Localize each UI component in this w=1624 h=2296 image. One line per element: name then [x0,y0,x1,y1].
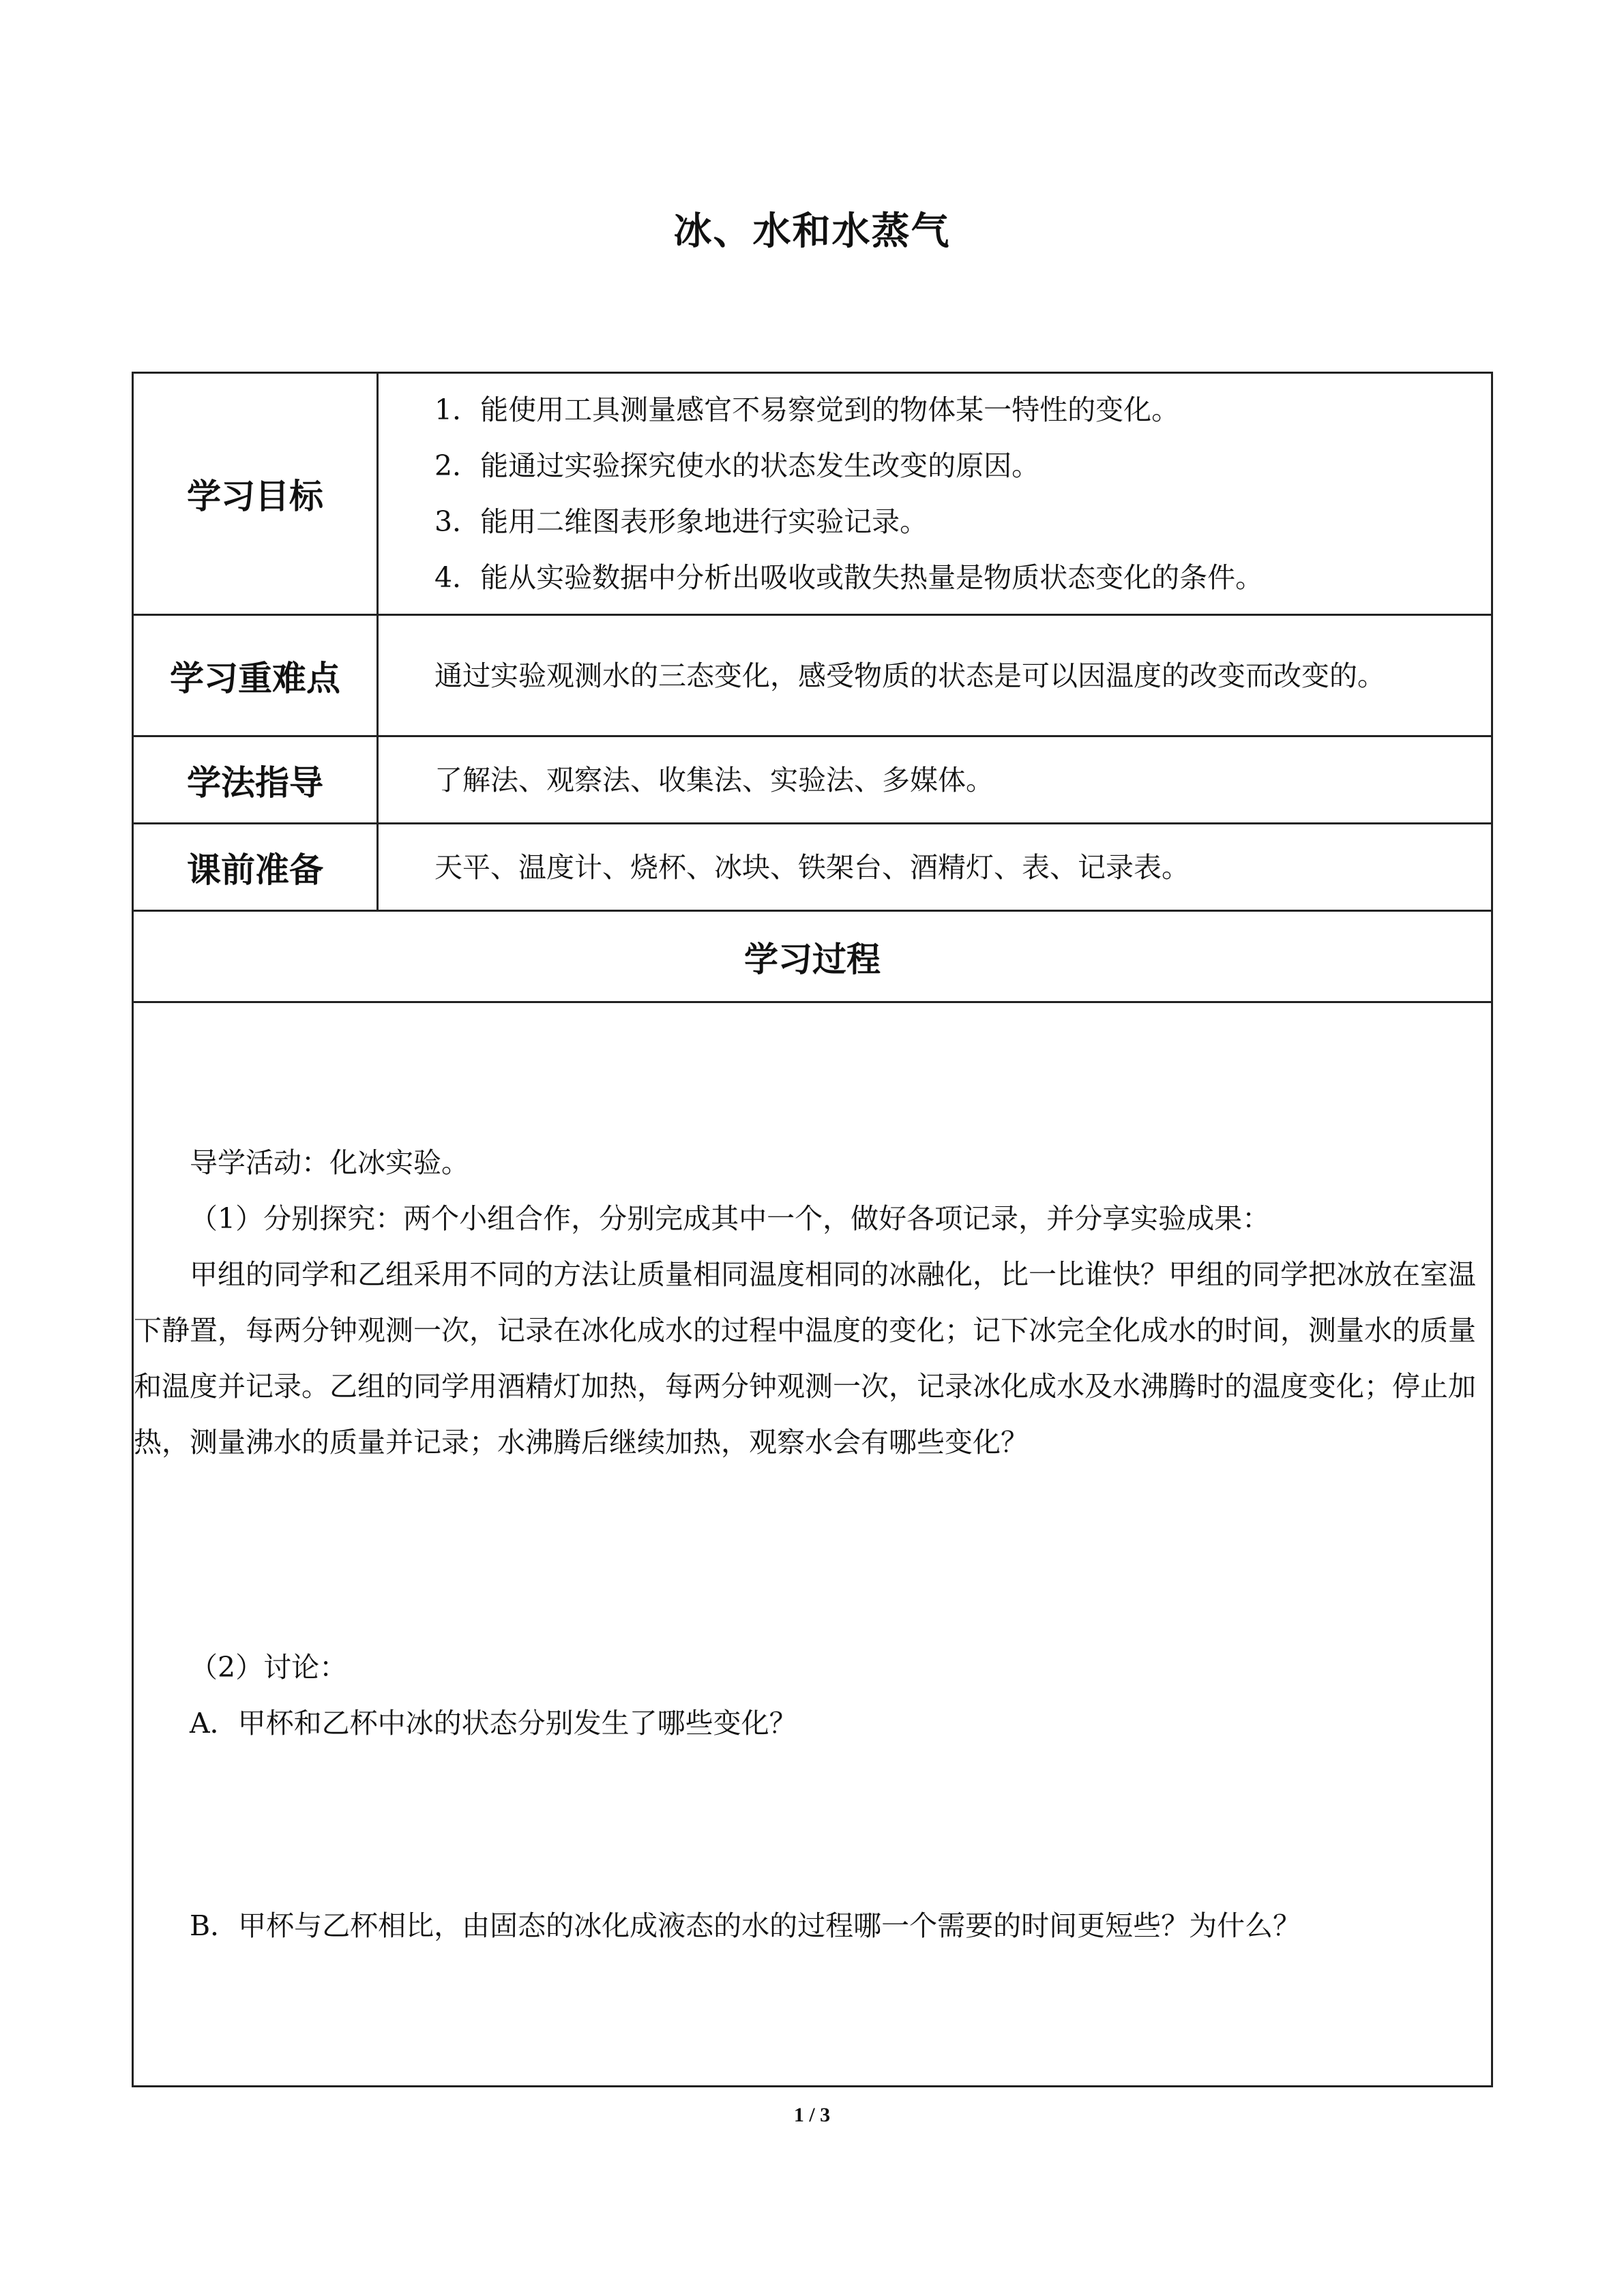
step2-text: （2）讨论： [190,1651,348,1684]
step1-detail-text: 甲组的同学和乙组采用不同的方法让质量相同温度相同的冰融化，比一比谁快？甲组的同学把冰放在室温下静置，每两分钟观测一次，记录在冰化成水的过程中温度的变化；记下冰完全化成水的时间，测量水的质量和温度并记录。乙组的同学用酒精灯加热，每两分钟观测一次，记录冰化成水及水沸腾时的温度变化；停止加热，测量沸水的质量并记录；水沸腾后继续加热，观察水会有哪些变化？ [134,1258,1476,1459]
method-content [378,736,1492,824]
table-row-goals [133,373,1492,615]
preparation-label: 课前准备 [133,824,378,911]
answer-space-1 [134,1470,1491,1639]
method-label: 学法指导 [133,736,378,824]
question-a-text: A．甲杯和乙杯中冰的状态分别发生了哪些变化？ [190,1707,797,1740]
key-points-label: 学习重难点 [133,615,378,736]
goal-item-2: 2．能通过实验探究使水的状态发生改变的原因。 [434,449,1040,482]
preparation-content [378,824,1492,911]
process-content [133,1002,1492,2087]
table-row-key-points [133,615,1492,736]
goal-item-3: 3．能用二维图表形象地进行实验记录。 [434,505,928,538]
activity-text: 导学活动：化冰实验。 [190,1146,469,1179]
document-title: 冰、水和水蒸气 [673,209,951,254]
process-heading: 学习过程 [133,911,1492,1002]
goals-label: 学习目标 [133,373,378,615]
question-b-text: B．甲杯与乙杯相比，由固态的冰化成液态的水的过程哪一个需要的时间更短些？为什么？ [190,1909,1301,1942]
answer-space-2 [134,1751,1491,1898]
table-row-preparation [133,824,1492,911]
step1-text: （1）分别探究：两个小组合作，分别完成其中一个，做好各项记录，并分享实验成果： [190,1202,1271,1235]
key-points-content [378,615,1492,736]
preparation-text: 天平、温度计、烧杯、冰块、铁架台、酒精灯、表、记录表。 [434,850,1190,884]
goals-content [378,373,1492,615]
page-number: 1 / 3 [793,2104,831,2126]
table-row-method [133,736,1492,824]
table-row-process-heading [133,911,1492,1002]
table-row-process-body [133,1002,1492,2087]
lesson-table [132,372,1493,2087]
method-text: 了解法、观察法、收集法、实验法、多媒体。 [434,763,994,796]
goal-item-4: 4．能从实验数据中分析出吸收或散失热量是物质状态变化的条件。 [434,561,1264,594]
key-points-text: 通过实验观测水的三态变化，感受物质的状态是可以因温度的改变而改变的。 [434,659,1385,692]
goal-item-1: 1．能使用工具测量感官不易察觉到的物体某一特性的变化。 [434,393,1180,426]
